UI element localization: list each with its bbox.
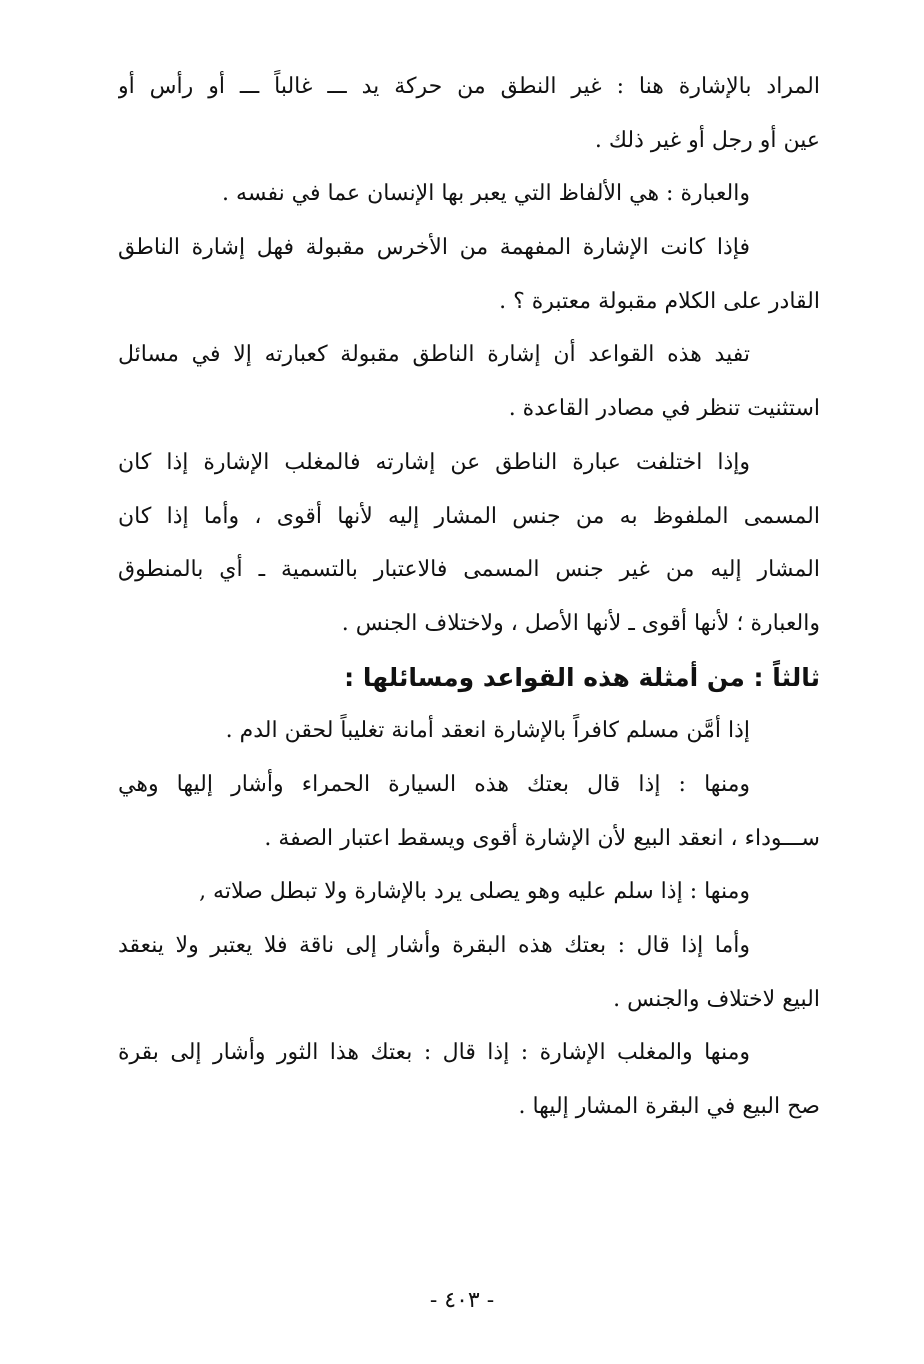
text-line-6: تفيد هذه القواعد أن إشارة الناطق مقبولة كعبارته إلا في مسائل: [118, 342, 750, 368]
text-line-14: ومنها : إذا قال بعتك هذه السيارة الحمراء وأشار إليها وهي: [118, 771, 750, 797]
section-heading: ثالثاً : من أمثلة هذه القواعد ومسائلها :: [344, 662, 820, 692]
text-line-15: ســـوداء ، انعقد البيع لأن الإشارة أقوى ويسقط اعتبار الصفة .: [264, 825, 820, 851]
text-line-7: استثنيت تنظر في مصادر القاعدة .: [508, 396, 820, 422]
text-line-13: إذا أمَّن مسلم كافراً بالإشارة انعقد أمانة تغليباً لحقن الدم .: [225, 718, 750, 744]
text-line-17: وأما إذا قال : بعتك هذه البقرة وأشار إلى ناقة فلا يعتبر ولا ينعقد: [118, 933, 750, 958]
text-line-8: وإذا اختلفت عبارة الناطق عن إشارته فالمغلب الإشارة إذا كان: [118, 449, 750, 475]
text-line-4: فإذا كانت الإشارة المفهمة من الأخرس مقبولة فهل إشارة الناطق: [118, 235, 750, 261]
text-line-18: البيع لاختلاف والجنس .: [613, 986, 820, 1012]
text-line-2: عين أو رجل أو غير ذلك .: [594, 127, 820, 153]
text-line-9: المسمى الملفوظ به من جنس المشار إليه لأنها أقوى ، وأما إذا كان: [118, 503, 820, 529]
page-number: - ٤٠٣ -: [429, 1288, 495, 1313]
text-line-20: صح البيع في البقرة المشار إليها .: [518, 1094, 820, 1120]
text-line-19: ومنها والمغلب الإشارة : إذا قال : بعتك هذا الثور وأشار إلى بقرة: [118, 1040, 750, 1066]
text-line-5: القادر على الكلام مقبولة معتبرة ؟ .: [499, 288, 820, 314]
text-line-16: ومنها : إذا سلم عليه وهو يصلى يرد بالإشارة ولا تبطل صلاته ,: [199, 879, 750, 905]
text-line-1: المراد بالإشارة هنا : غير النطق من حركة يد ـــ غالباً ـــ أو رأس أو: [118, 74, 820, 99]
body-text: [118, 60, 820, 1134]
text-line-3: والعبارة : هي الألفاظ التي يعبر بها الإنسان عما في نفسه .: [222, 181, 750, 207]
text-line-11: والعبارة ؛ لأنها أقوى ـ لأنها الأصل ، ولاختلاف الجنس .: [341, 610, 820, 636]
text-line-10: المشار إليه من غير جنس المسمى فالاعتبار بالتسمية ـ أي بالمنطوق: [118, 557, 820, 583]
